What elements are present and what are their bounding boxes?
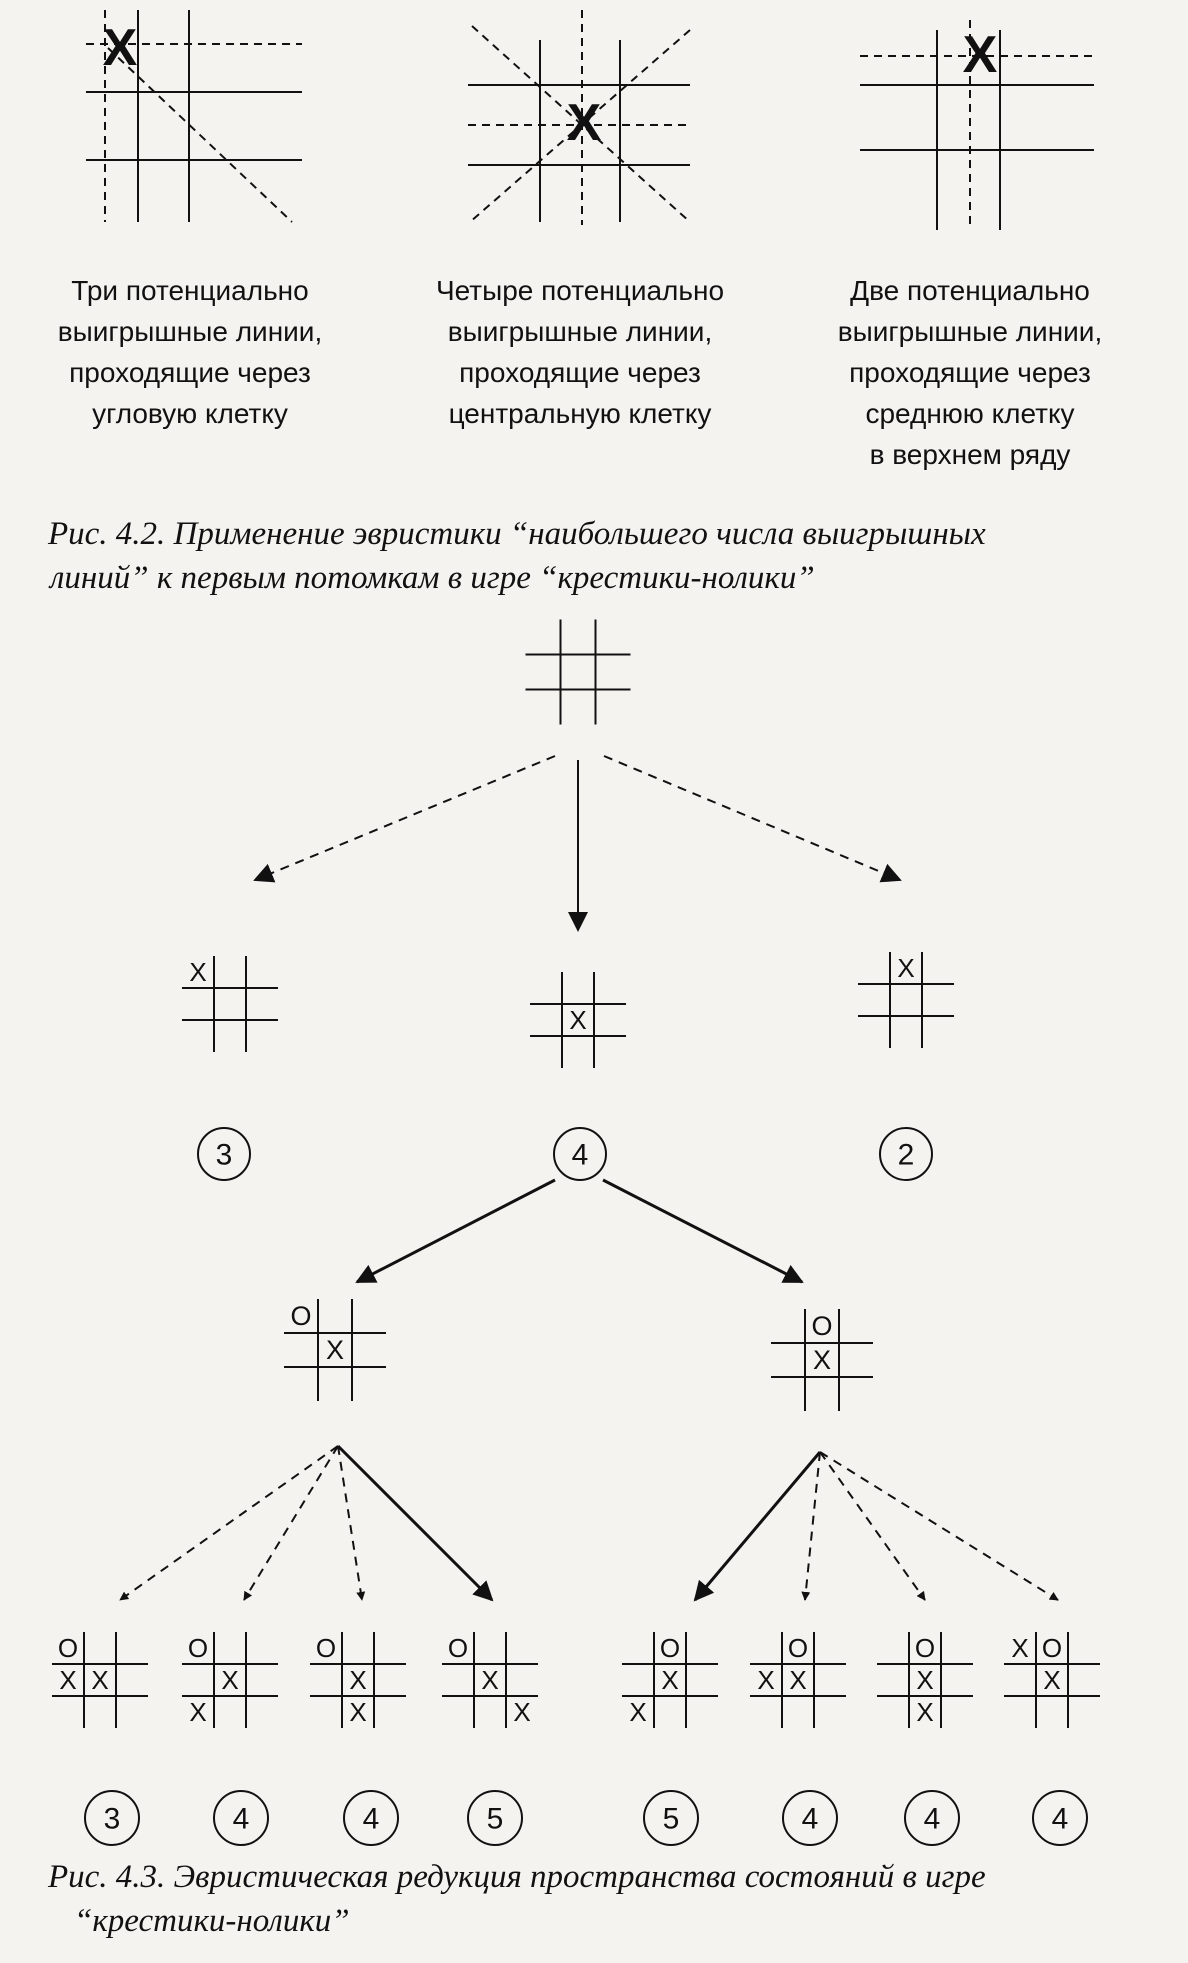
x-mark: X	[629, 1697, 647, 1727]
board-top-middle-cell	[860, 20, 1094, 230]
o-mark: O	[811, 1311, 833, 1341]
score-value: 5	[486, 1802, 504, 1836]
caption-line: проходящие через	[459, 357, 701, 388]
x-mark: X	[102, 19, 138, 77]
figure-caption-line: “крестики-нолики”	[74, 1903, 350, 1939]
caption-line: Две потенциально	[850, 275, 1090, 306]
x-mark: X	[189, 957, 207, 987]
figure-4-2-boards	[86, 10, 1094, 230]
caption-line: среднюю клетку	[865, 398, 1075, 429]
x-mark: X	[513, 1697, 531, 1727]
board-x-center	[530, 972, 626, 1068]
board-level-3	[182, 1632, 278, 1728]
board-level-3	[442, 1632, 538, 1728]
board-level-3	[1004, 1632, 1100, 1728]
caption-line: угловую клетку	[92, 398, 288, 429]
board-level-3	[877, 1632, 973, 1728]
figure-4-3-caption	[48, 1855, 1168, 1943]
caption-line: выигрышные линии,	[57, 316, 323, 347]
figure-4-3-tree	[52, 620, 1100, 1846]
x-mark: X	[481, 1665, 499, 1695]
caption-line: проходящие через	[849, 357, 1091, 388]
board-level-3	[750, 1632, 846, 1728]
figure-caption-line: Рис. 4.2. Применение эвристики “наибольшего числа выигрышных	[48, 516, 986, 552]
o-mark: O	[315, 1633, 337, 1663]
x-mark: X	[757, 1665, 775, 1695]
figure-caption-line: линий” к первым потомкам в игре “крестики-нолики”	[50, 560, 815, 596]
caption-line: выигрышные линии,	[447, 316, 713, 347]
arrow-child	[338, 1446, 492, 1600]
x-mark: X	[916, 1697, 934, 1727]
board-center-cell	[468, 10, 690, 225]
o-mark: O	[914, 1633, 936, 1663]
score-corner	[198, 1128, 250, 1180]
score-level-3	[468, 1791, 522, 1845]
x-mark: X	[962, 26, 998, 84]
arrow-to-o-edge	[603, 1180, 802, 1282]
board-level-3	[310, 1632, 406, 1728]
score-value: 4	[923, 1802, 941, 1836]
score-value: 5	[662, 1802, 680, 1836]
x-mark: X	[569, 1005, 587, 1035]
arrow-to-o-corner	[357, 1180, 555, 1282]
caption-line: выигрышные линии,	[837, 316, 1103, 347]
score-level-3	[905, 1791, 959, 1845]
x-mark: X	[349, 1665, 367, 1695]
score-value: 4	[801, 1802, 819, 1836]
x-mark: X	[189, 1697, 207, 1727]
score-level-3	[1033, 1791, 1087, 1845]
score-value: 2	[897, 1138, 915, 1172]
x-mark: X	[221, 1665, 239, 1695]
score-level-3	[344, 1791, 398, 1845]
score-level-3	[214, 1791, 268, 1845]
x-mark: X	[349, 1697, 367, 1727]
caption-line: в верхнем ряду	[869, 439, 1071, 470]
score-top-middle	[880, 1128, 932, 1180]
board-o-corner	[284, 1299, 386, 1401]
caption-center-cell	[405, 270, 755, 434]
board-x-corner	[182, 956, 278, 1052]
x-mark: X	[1043, 1665, 1061, 1695]
x-mark: X	[91, 1665, 109, 1695]
figure-4-2-caption	[48, 512, 1168, 600]
o-mark: O	[187, 1633, 209, 1663]
o-mark: O	[57, 1633, 79, 1663]
o-mark: O	[659, 1633, 681, 1663]
x-mark: X	[566, 94, 602, 152]
board-corner-cell	[86, 10, 302, 222]
x-mark: X	[897, 953, 915, 983]
score-level-3	[85, 1791, 139, 1845]
arrow-child	[695, 1452, 820, 1600]
caption-line: Три потенциально	[71, 275, 309, 306]
x-mark: X	[789, 1665, 807, 1695]
o-mark: O	[290, 1301, 312, 1331]
x-mark: X	[325, 1335, 345, 1365]
caption-top-middle-cell	[800, 270, 1140, 475]
x-mark: X	[1011, 1633, 1029, 1663]
figure-caption-line: Рис. 4.3. Эвристическая редукция пространства состояний в игре	[48, 1859, 986, 1895]
caption-corner-cell	[40, 270, 340, 434]
caption-line: проходящие через	[69, 357, 311, 388]
board-o-edge	[771, 1309, 873, 1411]
x-mark: X	[59, 1665, 77, 1695]
x-mark: X	[661, 1665, 679, 1695]
score-value: 4	[571, 1138, 589, 1172]
board-x-top-middle	[858, 952, 954, 1048]
arrow-to-top-middle	[604, 756, 900, 880]
arrow-child	[805, 1452, 820, 1600]
o-mark: O	[447, 1633, 469, 1663]
x-mark: X	[916, 1665, 934, 1695]
score-value: 4	[232, 1802, 250, 1836]
score-center	[554, 1128, 606, 1180]
score-level-3	[783, 1791, 837, 1845]
o-mark: O	[1041, 1633, 1063, 1663]
score-value: 4	[1051, 1802, 1069, 1836]
x-mark: X	[812, 1345, 832, 1375]
caption-line: Четыре потенциально	[435, 275, 725, 306]
score-value: 4	[362, 1802, 380, 1836]
arrow-child	[120, 1446, 338, 1600]
arrow-child	[338, 1446, 362, 1600]
root-board	[526, 620, 631, 725]
arrow-to-corner	[255, 756, 555, 880]
arrow-child	[820, 1452, 1058, 1600]
arrow-child	[820, 1452, 925, 1600]
board-level-3	[622, 1632, 718, 1728]
score-level-3	[644, 1791, 698, 1845]
board-level-3	[52, 1632, 148, 1728]
arrow-child	[244, 1446, 338, 1600]
score-value: 3	[215, 1138, 233, 1172]
caption-line: центральную клетку	[448, 398, 712, 429]
o-mark: O	[787, 1633, 809, 1663]
score-value: 3	[103, 1802, 121, 1836]
